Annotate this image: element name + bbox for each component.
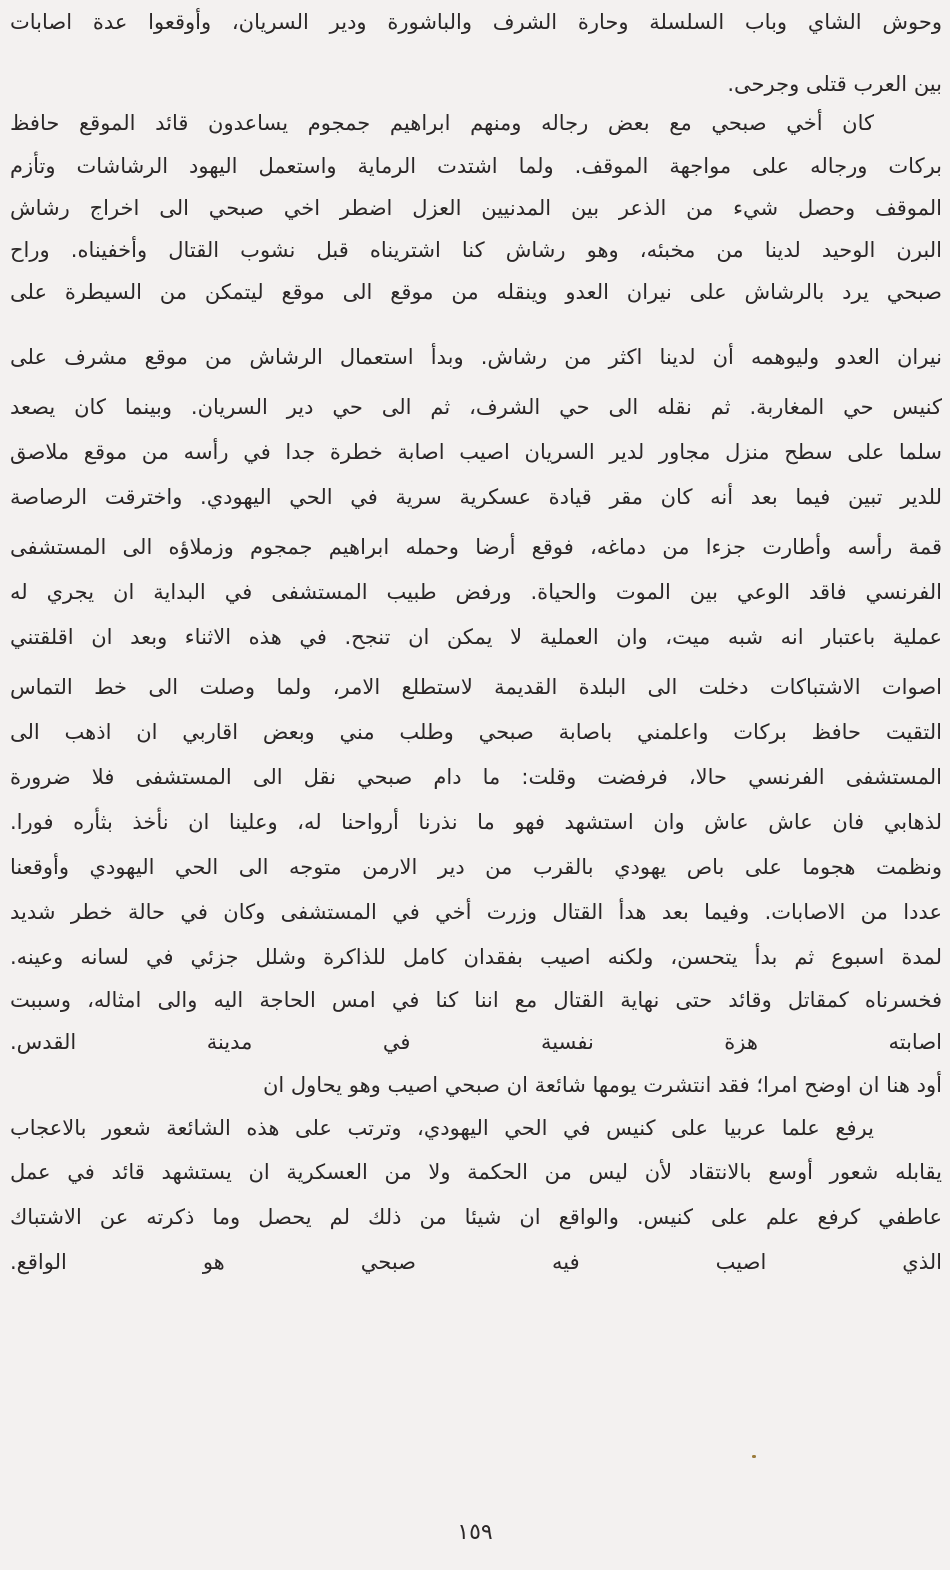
text-line: يقابله شعور أوسع بالانتقاد لأن ليس من الحكمة ولا من العسكرية ان يستشهد قائد في عمل: [10, 1160, 942, 1184]
page-number: ١٥٩: [457, 1520, 493, 1545]
text-line: قمة رأسه وأطارت جزءا من دماغه، فوقع أرضا وحمله ابراهيم جمجوم وزملاؤه الى المستشفى: [10, 535, 942, 559]
text-line: كنيس حي المغاربة. ثم نقله الى حي الشرف، ثم الى حي دير السريان. وبينما كان يصعد: [10, 395, 942, 419]
paper-speck: [752, 1455, 756, 1458]
text-line: الذي اصيب فيه صبحي هو الواقع.: [10, 1250, 942, 1274]
text-line: الفرنسي فاقد الوعي بين الموت والحياة. ورفض طبيب المستشفى في البداية ان يجري له: [10, 580, 942, 604]
text-line: عددا من الاصابات. وفيما بعد هدأ القتال وزرت أخي في المستشفى وكان في حالة خطر شديد: [10, 900, 942, 924]
text-line: ونظمت هجوما على باص يهودي بالقرب من دير الارمن متوجه الى الحي اليهودي وأوقعنا: [10, 855, 942, 879]
text-line: الموقف وحصل شيء من الذعر بين المدنيين العزل اضطر اخي صبحي الى اخراج رشاش: [10, 196, 942, 220]
paragraph-start-line: كان أخي صبحي مع بعض رجاله ومنهم ابراهيم جمجوم يساعدون قائد الموقع حافظ: [10, 111, 874, 135]
text-line: نيران العدو وليوهمه أن لدينا اكثر من رشاش. وبدأ استعمال الرشاش من موقع مشرف على: [10, 345, 942, 369]
text-line: عاطفي كرفع علم على كنيس. والواقع ان شيئا من ذلك لم يحصل وما ذكرته عن الاشتباك: [10, 1205, 942, 1229]
text-line: فخسرناه كمقاتل وقائد حتى نهاية القتال مع اننا كنا في امس الحاجة اليه والى امثاله، وسببت: [10, 988, 942, 1012]
text-line: بين العرب قتلى وجرحى.: [727, 72, 942, 96]
text-line: بركات ورجاله على مواجهة الموقف. ولما اشتدت الرماية واستعمل اليهود الرشاشات وتأزم: [10, 154, 942, 178]
text-line: صبحي يرد بالرشاش على نيران العدو وينقله من موقع الى موقع ليتمكن من السيطرة على: [10, 280, 942, 304]
text-line: أود هنا ان اوضح امرا؛ فقد انتشرت يومها شائعة ان صبحي اصيب وهو يحاول ان: [262, 1073, 942, 1097]
text-line: لمدة اسبوع ثم بدأ يتحسن، ولكنه اصيب بفقدان كامل للذاكرة وشلل جزئي في لسانه وعينه.: [10, 945, 942, 969]
text-line: سلما على سطح منزل مجاور لدير السريان اصيب اصابة خطرة جدا في رأسه من موقع ملاصق: [10, 440, 942, 464]
paragraph-start-line: يرفع علما عربيا على كنيس في الحي اليهودي، وترتب على هذه الشائعة شعور بالاعجاب: [10, 1116, 874, 1140]
text-line: وحوش الشاي وباب السلسلة وحارة الشرف والباشورة ودير السريان، وأوقعوا عدة اصابات: [10, 10, 942, 34]
text-line: [10, 1285, 942, 1329]
text-line: البرن الوحيد لدينا من مخبئه، وهو رشاش كنا اشتريناه قبل نشوب القتال وأخفيناه. وراح: [10, 238, 942, 262]
text-line: للدير تبين فيما بعد أنه كان مقر قيادة عسكرية سرية في الحي اليهودي. واخترقت الرصاصة: [10, 485, 942, 509]
text-line: اصابته هزة نفسية في مدينة القدس.: [10, 1030, 942, 1054]
text-line: المستشفى الفرنسي حالا، فرفضت وقلت: ما دام صبحي نقل الى المستشفى فلا ضرورة: [10, 765, 942, 789]
text-line: لذهابي فان عاش عاش وان استشهد فهو ما نذرنا أرواحنا له، وعلينا ان نأخذ بثأره فورا.: [10, 810, 942, 834]
text-line: عملية باعتبار انه شبه ميت، وان العملية لا يمكن ان تنجح. في هذه الاثناء وبعد ان اقلقتني: [10, 625, 942, 649]
text-line: اصوات الاشتباكات دخلت الى البلدة القديمة لاستطلع الامر، ولما وصلت الى خط التماس: [10, 675, 942, 699]
text-line: التقيت حافظ بركات واعلمني باصابة صبحي وطلب مني وبعض اقاربي ان اذهب الى: [10, 720, 942, 744]
